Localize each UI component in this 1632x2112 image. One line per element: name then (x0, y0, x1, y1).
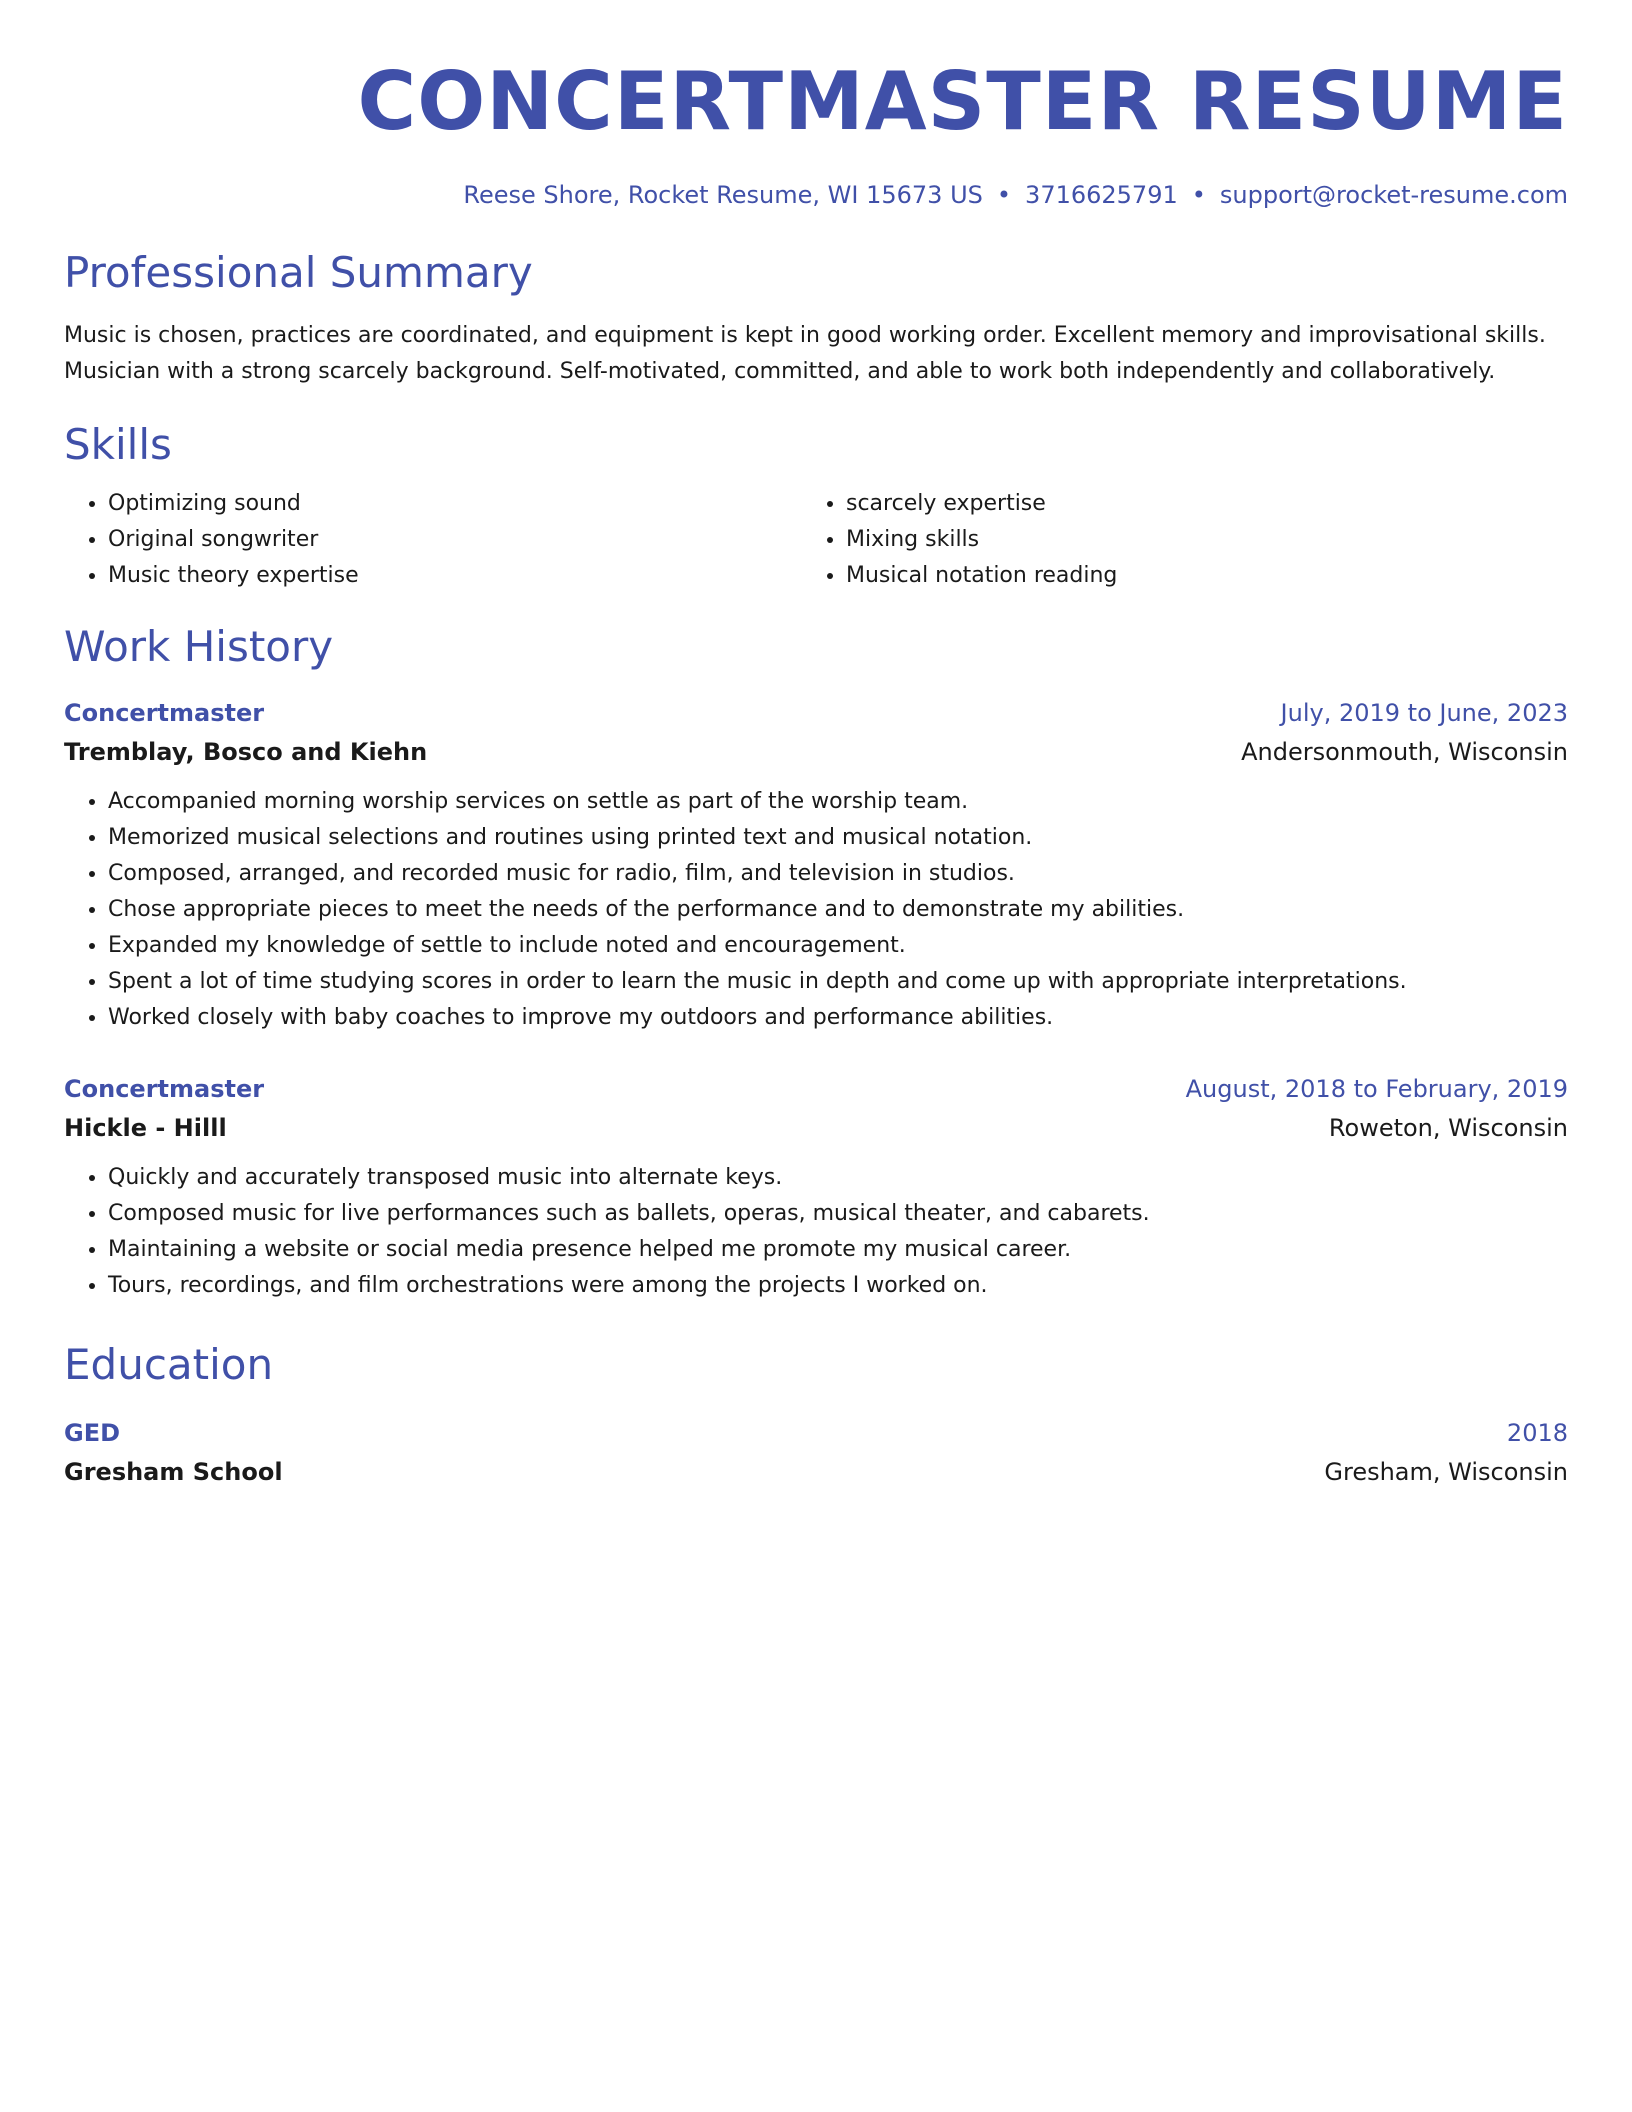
skill-item: • scarcely expertise (846, 486, 1540, 522)
skill-item: • Music theory expertise (108, 558, 802, 594)
job-bullets (64, 1160, 1568, 1304)
skill-item: • Musical notation reading (846, 558, 1540, 594)
job-bullet: • Tours, recordings, and film orchestrations were among the projects I worked on. (108, 1268, 1568, 1304)
summary-heading: Professional Summary (64, 248, 533, 297)
education-degree-row (64, 1414, 1568, 1452)
summary-text: Music is chosen, practices are coordinated, and equipment is kept in good working order. Excellent memory and improvisational skills. Musician with a strong scarcely background. Self-motivated, committed, and able to work both independently and collaboratively. (64, 323, 1546, 384)
contact-line (64, 178, 1568, 212)
job-location: Andersonmouth, Wisconsin (1241, 738, 1568, 766)
job-location: Roweton, Wisconsin (1328, 1114, 1568, 1142)
skills-list-right (802, 486, 1540, 594)
contact-separator: • (1191, 181, 1206, 209)
job-bullet: • Memorized musical selections and routines using printed text and musical notation. (108, 820, 1568, 856)
education-location: Gresham, Wisconsin (1324, 1458, 1568, 1486)
job-bullet: • Composed, arranged, and recorded music for radio, film, and television in studios. (108, 856, 1568, 892)
skills-column-left (64, 486, 802, 594)
job-company: Hickle - Hilll (64, 1114, 227, 1142)
job-entry (64, 1070, 1568, 1304)
work-history-heading: Work History (64, 622, 334, 671)
job-bullet: • Composed music for live performances such as ballets, operas, musical theater, and cabarets. (108, 1196, 1568, 1232)
skill-item: • Mixing skills (846, 522, 1540, 558)
skills-heading: Skills (64, 420, 172, 469)
job-bullets (64, 784, 1568, 1036)
job-bullet: • Expanded my knowledge of settle to include noted and encouragement. (108, 928, 1568, 964)
job-company-row (64, 1108, 1568, 1148)
resume-title: CONCERTMASTER RESUME (357, 55, 1568, 148)
education-degree: GED (64, 1419, 121, 1447)
education-school-row (64, 1452, 1568, 1492)
job-title: Concertmaster (64, 699, 265, 727)
job-entry (64, 694, 1568, 1036)
job-company-row (64, 732, 1568, 772)
job-title: Concertmaster (64, 1075, 265, 1103)
skill-item: • Optimizing sound (108, 486, 802, 522)
job-company: Tremblay, Bosco and Kiehn (64, 738, 428, 766)
skills-column-right (802, 486, 1540, 594)
job-bullet: • Accompanied morning worship services on settle as part of the worship team. (108, 784, 1568, 820)
education-year: 2018 (1506, 1419, 1568, 1447)
job-title-row (64, 694, 1568, 732)
contact-address: Reese Shore, Rocket Resume, WI 15673 US (463, 181, 983, 209)
job-dates: July, 2019 to June, 2023 (1280, 699, 1568, 727)
contact-phone: 3716625791 (1025, 181, 1178, 209)
education-school: Gresham School (64, 1458, 283, 1486)
education-heading: Education (64, 1340, 274, 1389)
job-bullet: • Quickly and accurately transposed music into alternate keys. (108, 1160, 1568, 1196)
job-dates: August, 2018 to February, 2019 (1185, 1075, 1568, 1103)
contact-separator: • (996, 181, 1012, 209)
job-bullet: • Worked closely with baby coaches to improve my outdoors and performance abilities. (108, 1000, 1568, 1036)
job-bullet: • Chose appropriate pieces to meet the needs of the performance and to demonstrate my abilities. (108, 892, 1568, 928)
education-entry (64, 1414, 1568, 1492)
job-bullet: • Spent a lot of time studying scores in order to learn the music in depth and come up with appropriate interpretations. (108, 964, 1568, 1000)
skills-list-left (64, 486, 802, 594)
skill-item: • Original songwriter (108, 522, 802, 558)
job-title-row (64, 1070, 1568, 1108)
contact-email: support@rocket-resume.com (1219, 181, 1568, 209)
skills-grid (64, 486, 1568, 594)
job-bullet: • Maintaining a website or social media presence helped me promote my musical career. (108, 1232, 1568, 1268)
